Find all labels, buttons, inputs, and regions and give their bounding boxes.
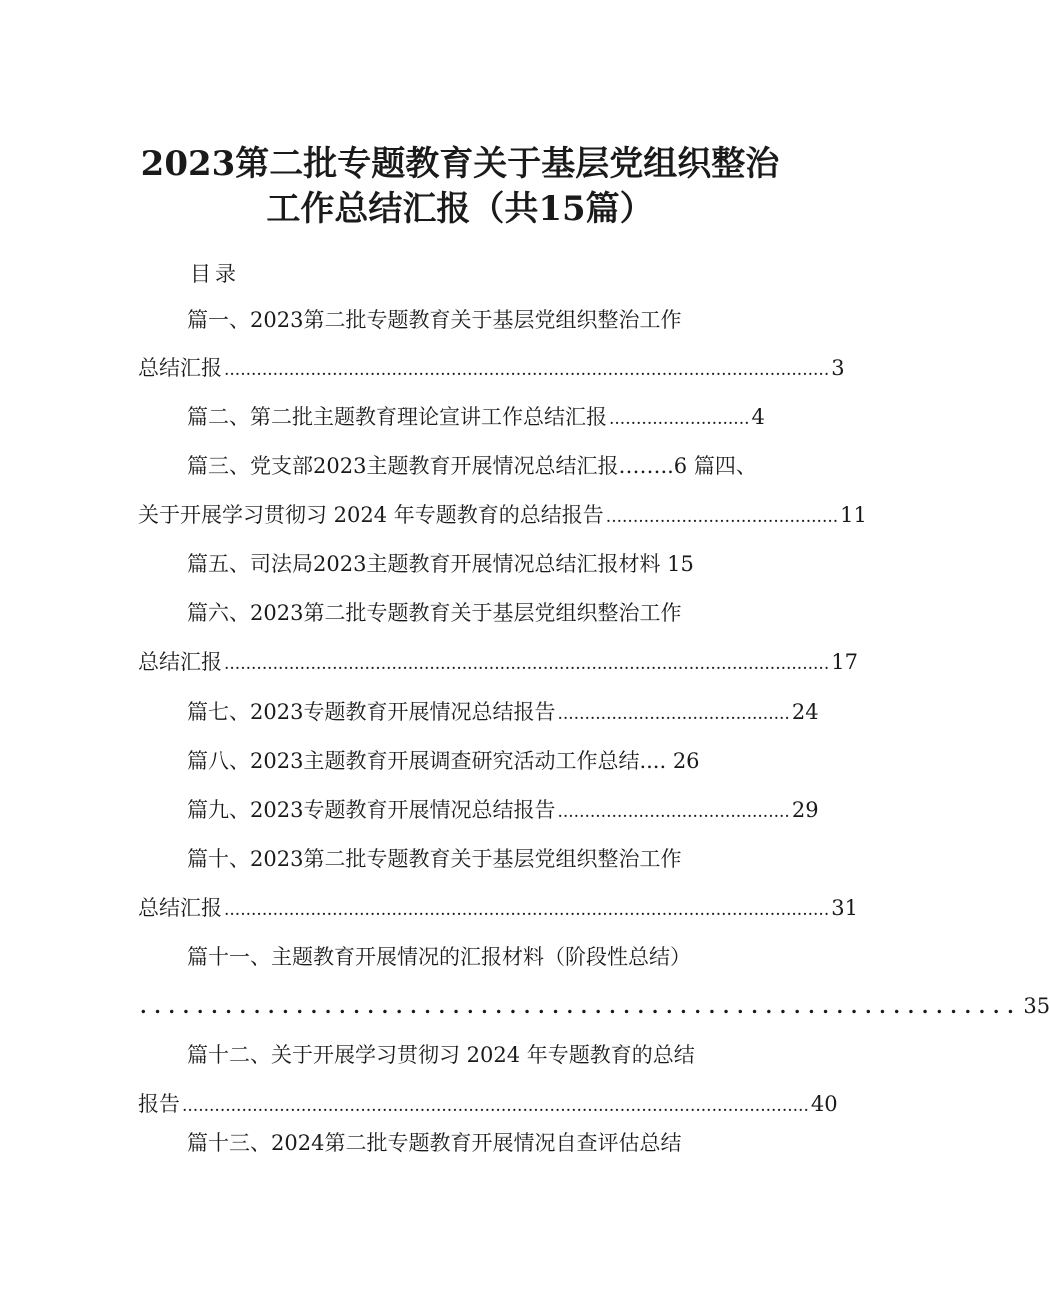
toc-entry-text: 关于开展学习贯彻习 2024 年专题教育的总结报告 xyxy=(138,503,604,527)
toc-entry-text: 篇一、2023第二批专题教育关于基层党组织整治工作 xyxy=(187,308,682,332)
toc-entry-1-line-2[interactable] xyxy=(138,353,845,383)
toc-entry-text: 篇七、2023专题教育开展情况总结报告 xyxy=(187,700,556,724)
toc-entry-text: 总结汇报 xyxy=(138,356,222,380)
document-title-line-1: 2023第二批专题教育关于基层党组织整治 xyxy=(140,144,780,184)
toc-entry-text: 总结汇报 xyxy=(138,896,222,920)
toc-leader-dots: ........................................... xyxy=(557,704,790,724)
toc-entry-4[interactable] xyxy=(138,500,867,530)
toc-page-number: 3 xyxy=(831,356,845,380)
toc-page-number: 4 xyxy=(751,405,765,429)
toc-entry-text: 篇六、2023第二批专题教育关于基层党组织整治工作 xyxy=(187,601,682,625)
toc-page-number: 40 xyxy=(810,1092,838,1116)
toc-entry-7[interactable] xyxy=(187,697,819,727)
toc-entry-8[interactable] xyxy=(187,746,700,776)
toc-leader-dots: ........................................... xyxy=(557,802,790,822)
toc-entry-text: 篇五、司法局2023主题教育开展情况总结汇报材料 15 xyxy=(187,552,694,576)
toc-leader-dots: ................................................................................................................ xyxy=(224,654,830,674)
toc-entry-12-line-2[interactable] xyxy=(138,1089,838,1119)
toc-entry-text: 篇十、2023第二批专题教育关于基层党组织整治工作 xyxy=(187,847,682,871)
toc-entry-6-line-2[interactable] xyxy=(138,647,858,677)
toc-leader-dots: .................................................................................................................... xyxy=(182,1096,809,1116)
toc-entry-text: 篇二、第二批主题教育理论宣讲工作总结汇报 xyxy=(187,405,607,429)
toc-entry-10-line-1[interactable] xyxy=(187,844,681,874)
document-title-line-2: 工作总结汇报（共15篇） xyxy=(266,189,654,229)
toc-entry-text: 篇九、2023专题教育开展情况总结报告 xyxy=(187,798,556,822)
toc-page-number: 24 xyxy=(791,700,819,724)
toc-entry-3[interactable] xyxy=(187,451,757,481)
toc-entry-2[interactable] xyxy=(187,402,764,432)
toc-entry-13[interactable] xyxy=(187,1128,681,1158)
toc-entry-9[interactable] xyxy=(187,795,819,825)
toc-page-number: 35 xyxy=(1023,994,1050,1018)
toc-entry-5[interactable] xyxy=(187,549,694,579)
toc-page-number: 17 xyxy=(831,650,858,674)
toc-entry-1-line-1[interactable] xyxy=(187,305,681,335)
toc-leader-dots: .......................... xyxy=(609,409,750,429)
toc-page-number: 29 xyxy=(791,798,819,822)
toc-entry-12-line-1[interactable] xyxy=(187,1040,695,1070)
toc-entry-text: 总结汇报 xyxy=(138,650,222,674)
toc-entry-text: 报告 xyxy=(138,1092,180,1116)
toc-entry-text: 篇十三、2024第二批专题教育开展情况自查评估总结 xyxy=(187,1131,682,1155)
toc-entry-text: 篇三、党支部2023主题教育开展情况总结汇报……..6 篇四、 xyxy=(187,454,757,478)
toc-entry-10-line-2[interactable] xyxy=(138,893,858,923)
toc-entry-6-line-1[interactable] xyxy=(187,598,681,628)
toc-entry-text: 篇十二、关于开展学习贯彻习 2024 年专题教育的总结 xyxy=(187,1043,695,1067)
toc-entry-text: 篇十一、主题教育开展情况的汇报材料（阶段性总结） xyxy=(187,945,691,969)
toc-page-number: 11 xyxy=(840,503,867,527)
toc-leader-dots: ................................................................................................................ xyxy=(224,360,830,380)
toc-entry-11-line-1[interactable] xyxy=(187,942,691,972)
toc-leader-dots: ................................................................................................................ xyxy=(224,900,830,920)
toc-heading: 目录 xyxy=(190,262,240,286)
toc-entry-11-line-2[interactable] xyxy=(138,991,1050,1021)
toc-page-number: 31 xyxy=(831,896,858,920)
toc-leader-dots: ........................................... xyxy=(605,507,839,527)
toc-leader-dots: .............................................................. xyxy=(140,996,1022,1018)
toc-entry-text: 篇八、2023主题教育开展调查研究活动工作总结.... 26 xyxy=(187,749,700,773)
